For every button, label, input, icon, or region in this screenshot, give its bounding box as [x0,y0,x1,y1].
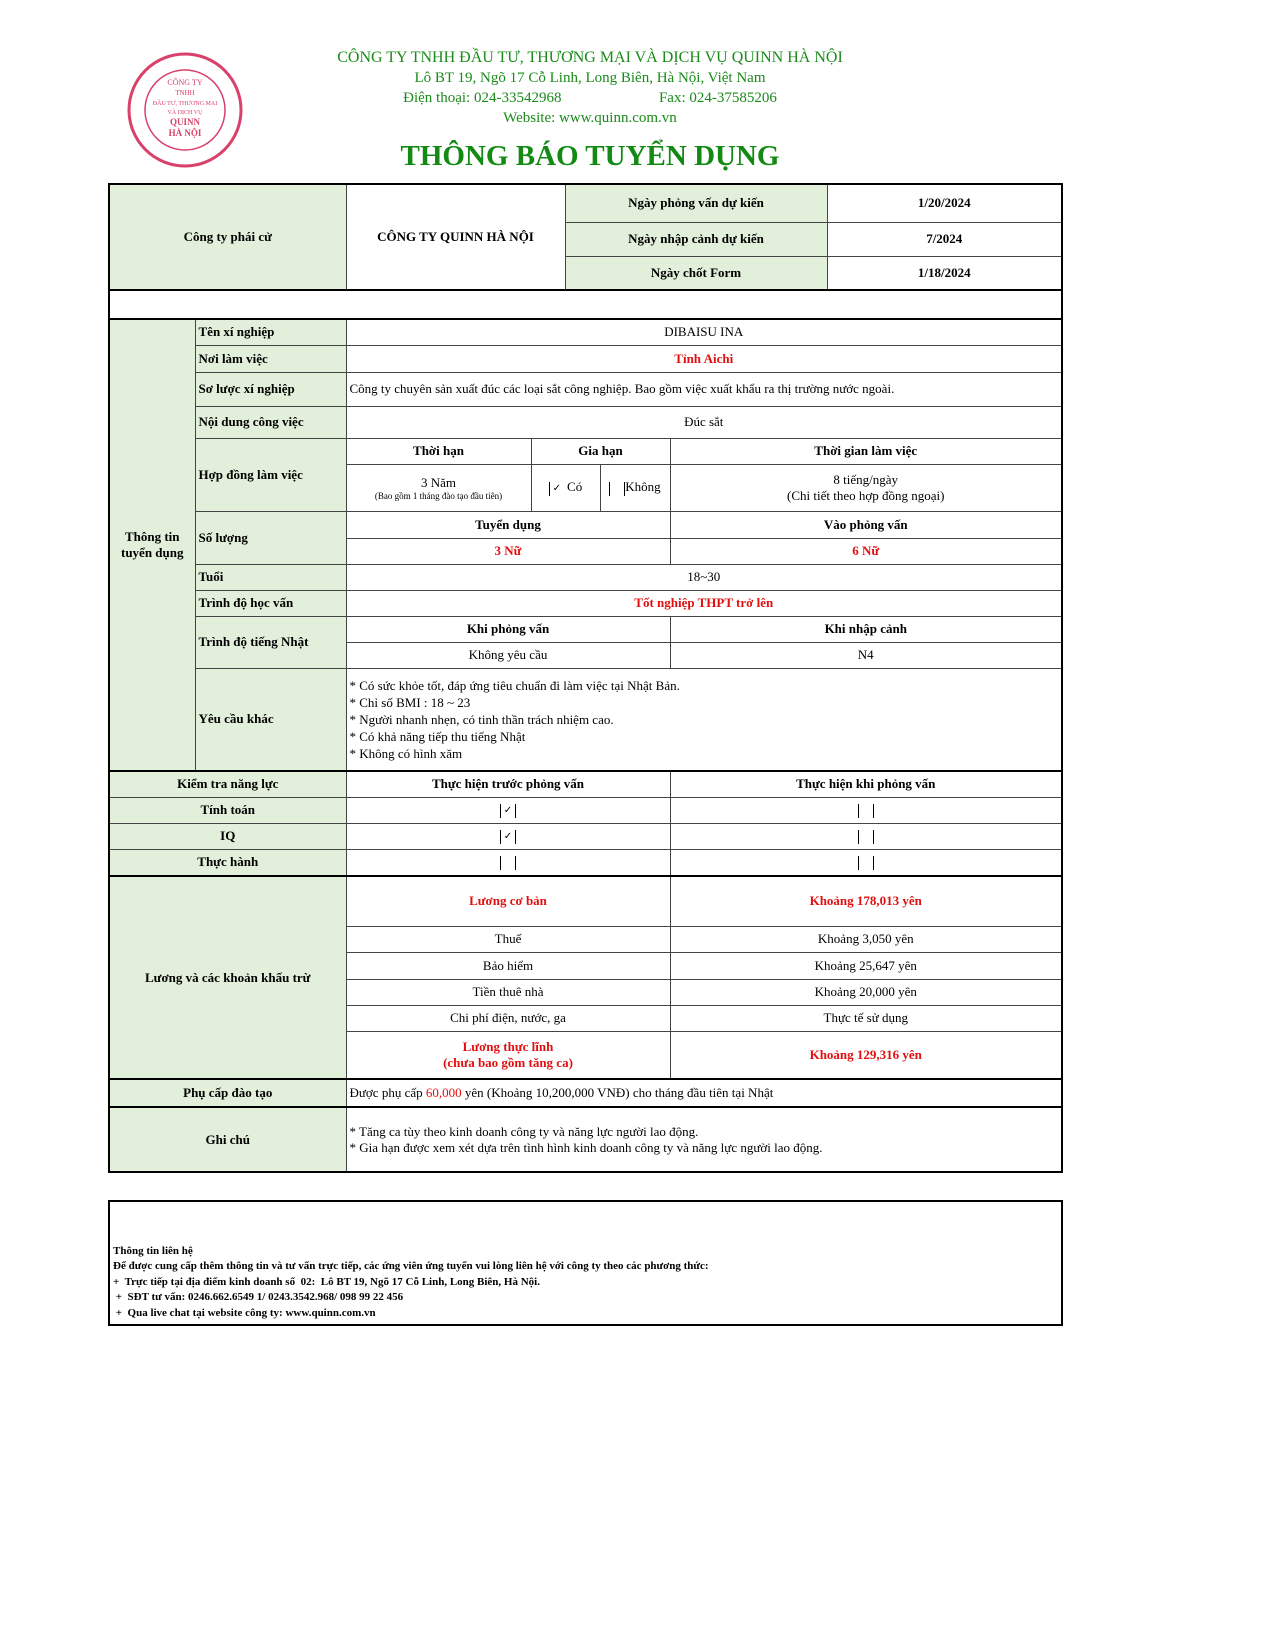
allowance-label: Phụ cấp đào tạo [109,1079,346,1107]
interview-date-value: 1/20/2024 [827,184,1062,222]
interview-date-label: Ngày phỏng vấn dự kiến [565,184,827,222]
note-item: * Gia hạn được xem xét dựa trên tình hình kinh doanh công ty và năng lực người lao động. [349,1139,823,1155]
net-salary-label [346,1031,670,1079]
hours-header: Thời gian làm việc [670,438,1062,464]
job-value: Đúc sắt [346,406,1062,438]
svg-text:ĐẦU TƯ, THƯƠNG MẠI: ĐẦU TƯ, THƯƠNG MẠI [152,101,218,107]
place-value: Tỉnh Aichi [346,345,1062,372]
term-value [346,464,531,511]
qty-recruit-header: Tuyển dụng [346,511,670,538]
hours-note: (Chi tiết theo hợp đồng ngoại) [787,487,945,503]
spacer-row [109,290,1062,319]
recruitment-table [108,183,1063,1173]
age-value: 18~30 [346,564,1062,590]
company-phone: Điện thoại: 024-33542968 [403,90,562,106]
net-salary-title: Lương thực lĩnh [462,1038,554,1054]
svg-text:CÔNG TY: CÔNG TY [167,78,203,87]
test-during-checkbox[interactable] [858,856,874,870]
jp-label: Trình độ tiếng Nhật [195,616,346,668]
deduction-value: Thực tế sử dụng [670,1005,1062,1031]
jp-entry: N4 [670,642,1062,668]
company-address: Lô BT 19, Ngõ 17 Cỗ Linh, Long Biên, Hà Nội, Việt Nam [414,70,766,86]
info-section-label: Thông tin tuyển dụng [109,319,195,771]
jp-interview-header: Khi phỏng vấn [346,616,670,642]
deduction-value: Khoảng 20,000 yên [670,979,1062,1005]
test-during-checkbox[interactable] [858,830,874,844]
extend-yes-checkbox[interactable]: ✓ [549,482,564,496]
svg-text:VÀ DỊCH VỤ: VÀ DỊCH VỤ [167,110,203,116]
net-salary-value: Khoảng 129,316 yên [670,1031,1062,1079]
extend-yes-label: Có [567,479,583,495]
contact-title: Thông tin liên hệ [113,1244,193,1257]
deduction-name: Tiền thuê nhà [346,979,670,1005]
company-website: Website: www.quinn.com.vn [503,110,677,126]
extend-header: Gia hạn [531,438,670,464]
sender-value: CÔNG TY QUINN HÀ NỘI [346,184,565,290]
deduction-value: Khoảng 25,647 yên [670,952,1062,979]
qty-interview: 6 Nữ [670,538,1062,564]
base-salary-value: Khoảng 178,013 yên [670,876,1062,926]
company-stamp-logo [125,50,245,170]
test-name: Tính toán [109,797,346,823]
company-label: Tên xí nghiệp [195,319,346,345]
net-salary-note: (chưa bao gồm tăng ca) [443,1054,573,1070]
contact-line: Để được cung cấp thêm thông tin và tư vấn trực tiếp, các ứng viên ứng tuyển vui lòng liên hệ với công ty theo các phương thức: [113,1260,709,1272]
salary-label: Lương và các khoản khấu trừ [109,876,346,1079]
extend-no [600,464,670,511]
svg-text:QUINN: QUINN [169,117,201,127]
svg-text:HÀ NỘI: HÀ NỘI [168,128,202,138]
allowance-suffix: yên (Khoảng 10,200,000 VNĐ) cho tháng đầu tiên tại Nhật [461,1085,774,1100]
term-years: 3 Năm [420,474,457,490]
requirement-item: * Không có hình xăm [349,745,463,761]
test-before-checkbox[interactable]: ✓ [500,804,516,818]
contact-line: + Trực tiếp tại địa điểm kinh doanh số 02: Lô BT 19, Ngõ 17 Cỗ Linh, Long Biên, Hà Nội. [113,1275,540,1288]
contact-box [108,1200,1063,1326]
extend-no-checkbox[interactable] [609,482,625,496]
edu-value: Tốt nghiệp THPT trở lên [346,590,1062,616]
deduction-name: Chi phí điện, nước, ga [346,1005,670,1031]
place-label: Nơi làm việc [195,345,346,372]
company-name: CÔNG TY TNHH ĐẦU TƯ, THƯƠNG MẠI VÀ DỊCH VỤ QUINN HÀ NỘI [337,49,843,66]
company-value: DIBAISU INA [346,319,1062,345]
form-deadline-value: 1/18/2024 [827,256,1062,290]
test-name: Thực hành [109,849,346,876]
deduction-name: Bảo hiểm [346,952,670,979]
summary-label: Sơ lược xí nghiệp [195,372,346,406]
base-salary-label: Lương cơ bản [346,876,670,926]
qty-recruit: 3 Nữ [346,538,670,564]
notes-value [346,1107,1062,1172]
job-label: Nội dung công việc [195,406,346,438]
tests-before-header: Thực hiện trước phỏng vấn [346,771,670,797]
requirement-item: * Chỉ số BMI : 18 ~ 23 [349,694,471,710]
test-name: IQ [109,823,346,849]
company-fax: Fax: 024-37585206 [658,90,777,106]
note-item: * Tăng ca tùy theo kinh doanh công ty và năng lực người lao động. [349,1123,699,1139]
edu-label: Trình độ học vấn [195,590,346,616]
test-before-checkbox[interactable]: ✓ [500,830,516,844]
extend-yes [531,464,600,511]
test-before-checkbox[interactable] [500,856,516,870]
form-deadline-label: Ngày chốt Form [565,256,827,290]
deduction-name: Thuế [346,926,670,952]
allowance-amount: 60,000 [425,1085,462,1100]
requirement-item: * Có khả năng tiếp thu tiếng Nhật [349,728,526,744]
term-note: (Bao gồm 1 tháng đào tạo đầu tiên) [374,490,503,501]
tests-during-header: Thực hiện khi phỏng vấn [670,771,1062,797]
other-requirements [346,668,1062,771]
company-contact [250,90,930,107]
hours-value [670,464,1062,511]
requirement-item: * Có sức khỏe tốt, đáp ứng tiêu chuẩn đi làm việc tại Nhật Bản. [349,677,680,693]
other-label: Yêu cầu khác [195,668,346,771]
qty-interview-header: Vào phỏng vấn [670,511,1062,538]
sender-label: Công ty phái cử [109,184,346,290]
svg-text:TNHH: TNHH [175,89,195,97]
requirement-item: * Người nhanh nhẹn, có tinh thần trách nhiệm cao. [349,711,614,727]
tests-label: Kiểm tra năng lực [109,771,346,797]
allowance-prefix: Được phụ cấp [349,1085,426,1100]
contact-line: + SĐT tư vấn: 0246.662.6549 1/ 0243.3542.968/ 098 99 22 456 [113,1291,404,1303]
hours-per-day: 8 tiếng/ngày [833,471,899,487]
allowance-value [346,1079,1062,1107]
jp-interview: Không yêu cầu [346,642,670,668]
entry-date-label: Ngày nhập cảnh dự kiến [565,222,827,256]
test-during-checkbox[interactable] [858,804,874,818]
qty-label: Số lượng [195,511,346,564]
deduction-value: Khoảng 3,050 yên [670,926,1062,952]
page-title: THÔNG BÁO TUYỂN DỤNG [400,140,780,172]
entry-date-value: 7/2024 [827,222,1062,256]
notes-label: Ghi chú [109,1107,346,1172]
age-label: Tuổi [195,564,346,590]
contract-label: Hợp đồng làm việc [195,438,346,511]
extend-no-label: Không [625,479,661,495]
term-header: Thời hạn [346,438,531,464]
contact-line: + Qua live chat tại website công ty: www.quinn.com.vn [113,1306,376,1319]
jp-entry-header: Khi nhập cảnh [670,616,1062,642]
summary-value: Công ty chuyên sản xuất đúc các loại sắt công nghiệp. Bao gồm việc xuất khẩu ra thị trường nước ngoài. [346,372,1062,406]
